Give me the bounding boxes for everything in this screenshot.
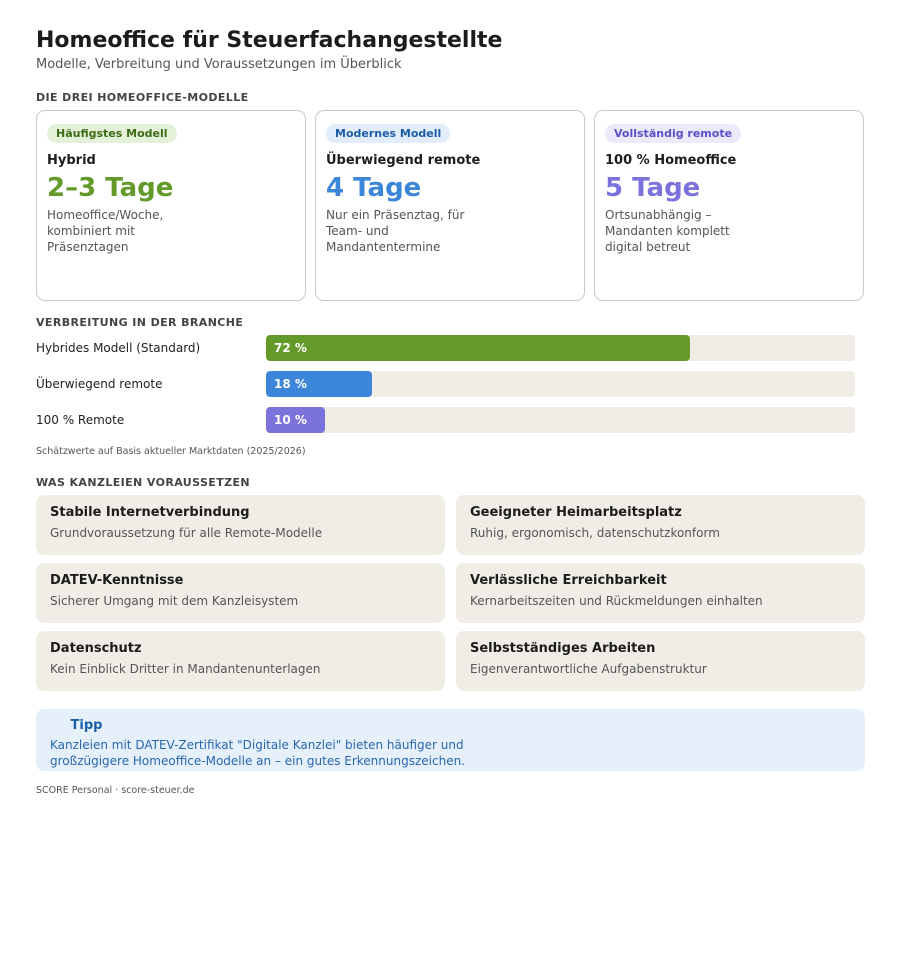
model-description: Ortsunabhängig – Mandanten komplett digital betreut (605, 208, 730, 254)
requirement-card (456, 631, 865, 691)
distribution-note: Schätzwerte auf Basis aktueller Marktdaten (2025/2026) (36, 446, 306, 457)
footer-source: SCORE Personal · score-steuer.de (36, 785, 195, 796)
requirement-description: Kein Einblick Dritter in Mandantenunterlagen (50, 662, 321, 676)
distribution-row-label: 100 % Remote (36, 413, 125, 427)
model-name: Hybrid (47, 153, 96, 168)
requirement-card (456, 563, 865, 623)
model-value: 4 Tage (326, 173, 422, 203)
model-card-mostly-remote (315, 110, 585, 301)
model-description: Nur ein Präsenztag, für Team- und Mandantentermine (326, 208, 465, 254)
requirement-card (456, 495, 865, 555)
model-card-hybrid (36, 110, 306, 301)
distribution-track (266, 335, 855, 361)
distribution-bar-fill: 10 % (266, 407, 325, 433)
model-value: 2–3 Tage (47, 173, 174, 203)
requirement-title: Verlässliche Erreichbarkeit (470, 573, 667, 588)
distribution-bars (36, 335, 866, 443)
model-name: 100 % Homeoffice (605, 153, 737, 168)
page-title: Homeoffice für Steuerfachangestellte (36, 28, 503, 53)
model-card-full-remote (594, 110, 864, 301)
requirement-description: Ruhig, ergonomisch, datenschutzkonform (470, 526, 720, 540)
requirement-title: DATEV-Kenntnisse (50, 573, 184, 588)
page (36, 28, 866, 796)
model-value: 5 Tage (605, 173, 701, 203)
requirement-description: Grundvoraussetzung für alle Remote-Modelle (50, 526, 323, 540)
page-subtitle: Modelle, Verbreitung und Voraussetzungen im Überblick (36, 57, 402, 72)
distribution-bar-fill: 18 % (266, 371, 372, 397)
model-badge: Modernes Modell (326, 124, 450, 143)
requirement-card (36, 495, 445, 555)
distribution-row-label: Hybrides Modell (Standard) (36, 341, 201, 355)
model-badge: Häufigstes Modell (47, 124, 177, 143)
model-name: Überwiegend remote (326, 153, 481, 168)
requirement-card (36, 631, 445, 691)
requirement-card (36, 563, 445, 623)
tip-box (36, 709, 865, 771)
requirement-title: Stabile Internetverbindung (50, 505, 250, 520)
distribution-track (266, 407, 855, 433)
requirement-description: Kernarbeitszeiten und Rückmeldungen einhalten (470, 594, 763, 608)
distribution-row (36, 407, 866, 443)
requirement-title: Geeigneter Heimarbeitsplatz (470, 505, 682, 520)
requirement-title: Selbstständiges Arbeiten (470, 641, 656, 656)
distribution-row (36, 371, 866, 407)
models-section-label: DIE DREI HOMEOFFICE-MODELLE (36, 91, 249, 104)
model-description: Homeoffice/Woche, kombiniert mit Präsenztagen (47, 208, 164, 254)
tip-heading-label: Tipp (70, 718, 103, 733)
distribution-bar-fill: 72 % (266, 335, 690, 361)
tip-heading (50, 718, 851, 734)
distribution-track (266, 371, 855, 397)
distribution-section-label: VERBREITUNG IN DER BRANCHE (36, 316, 244, 329)
distribution-row-label: Überwiegend remote (36, 377, 163, 391)
requirements-section-label: WAS KANZLEIEN VORAUSSETZEN (36, 476, 251, 489)
requirement-title: Datenschutz (50, 641, 142, 656)
model-cards (36, 110, 866, 301)
model-badge: Vollständig remote (605, 124, 741, 143)
tip-text: Kanzleien mit DATEV-Zertifikat "Digitale Kanzlei" bieten häufiger und großzügigere Homeoffice-Modelle an – ein gutes Erkennungszeichen. (50, 738, 465, 768)
requirement-description: Eigenverantwortliche Aufgabenstruktur (470, 662, 707, 676)
distribution-row (36, 335, 866, 371)
requirement-description: Sicherer Umgang mit dem Kanzleisystem (50, 594, 299, 608)
